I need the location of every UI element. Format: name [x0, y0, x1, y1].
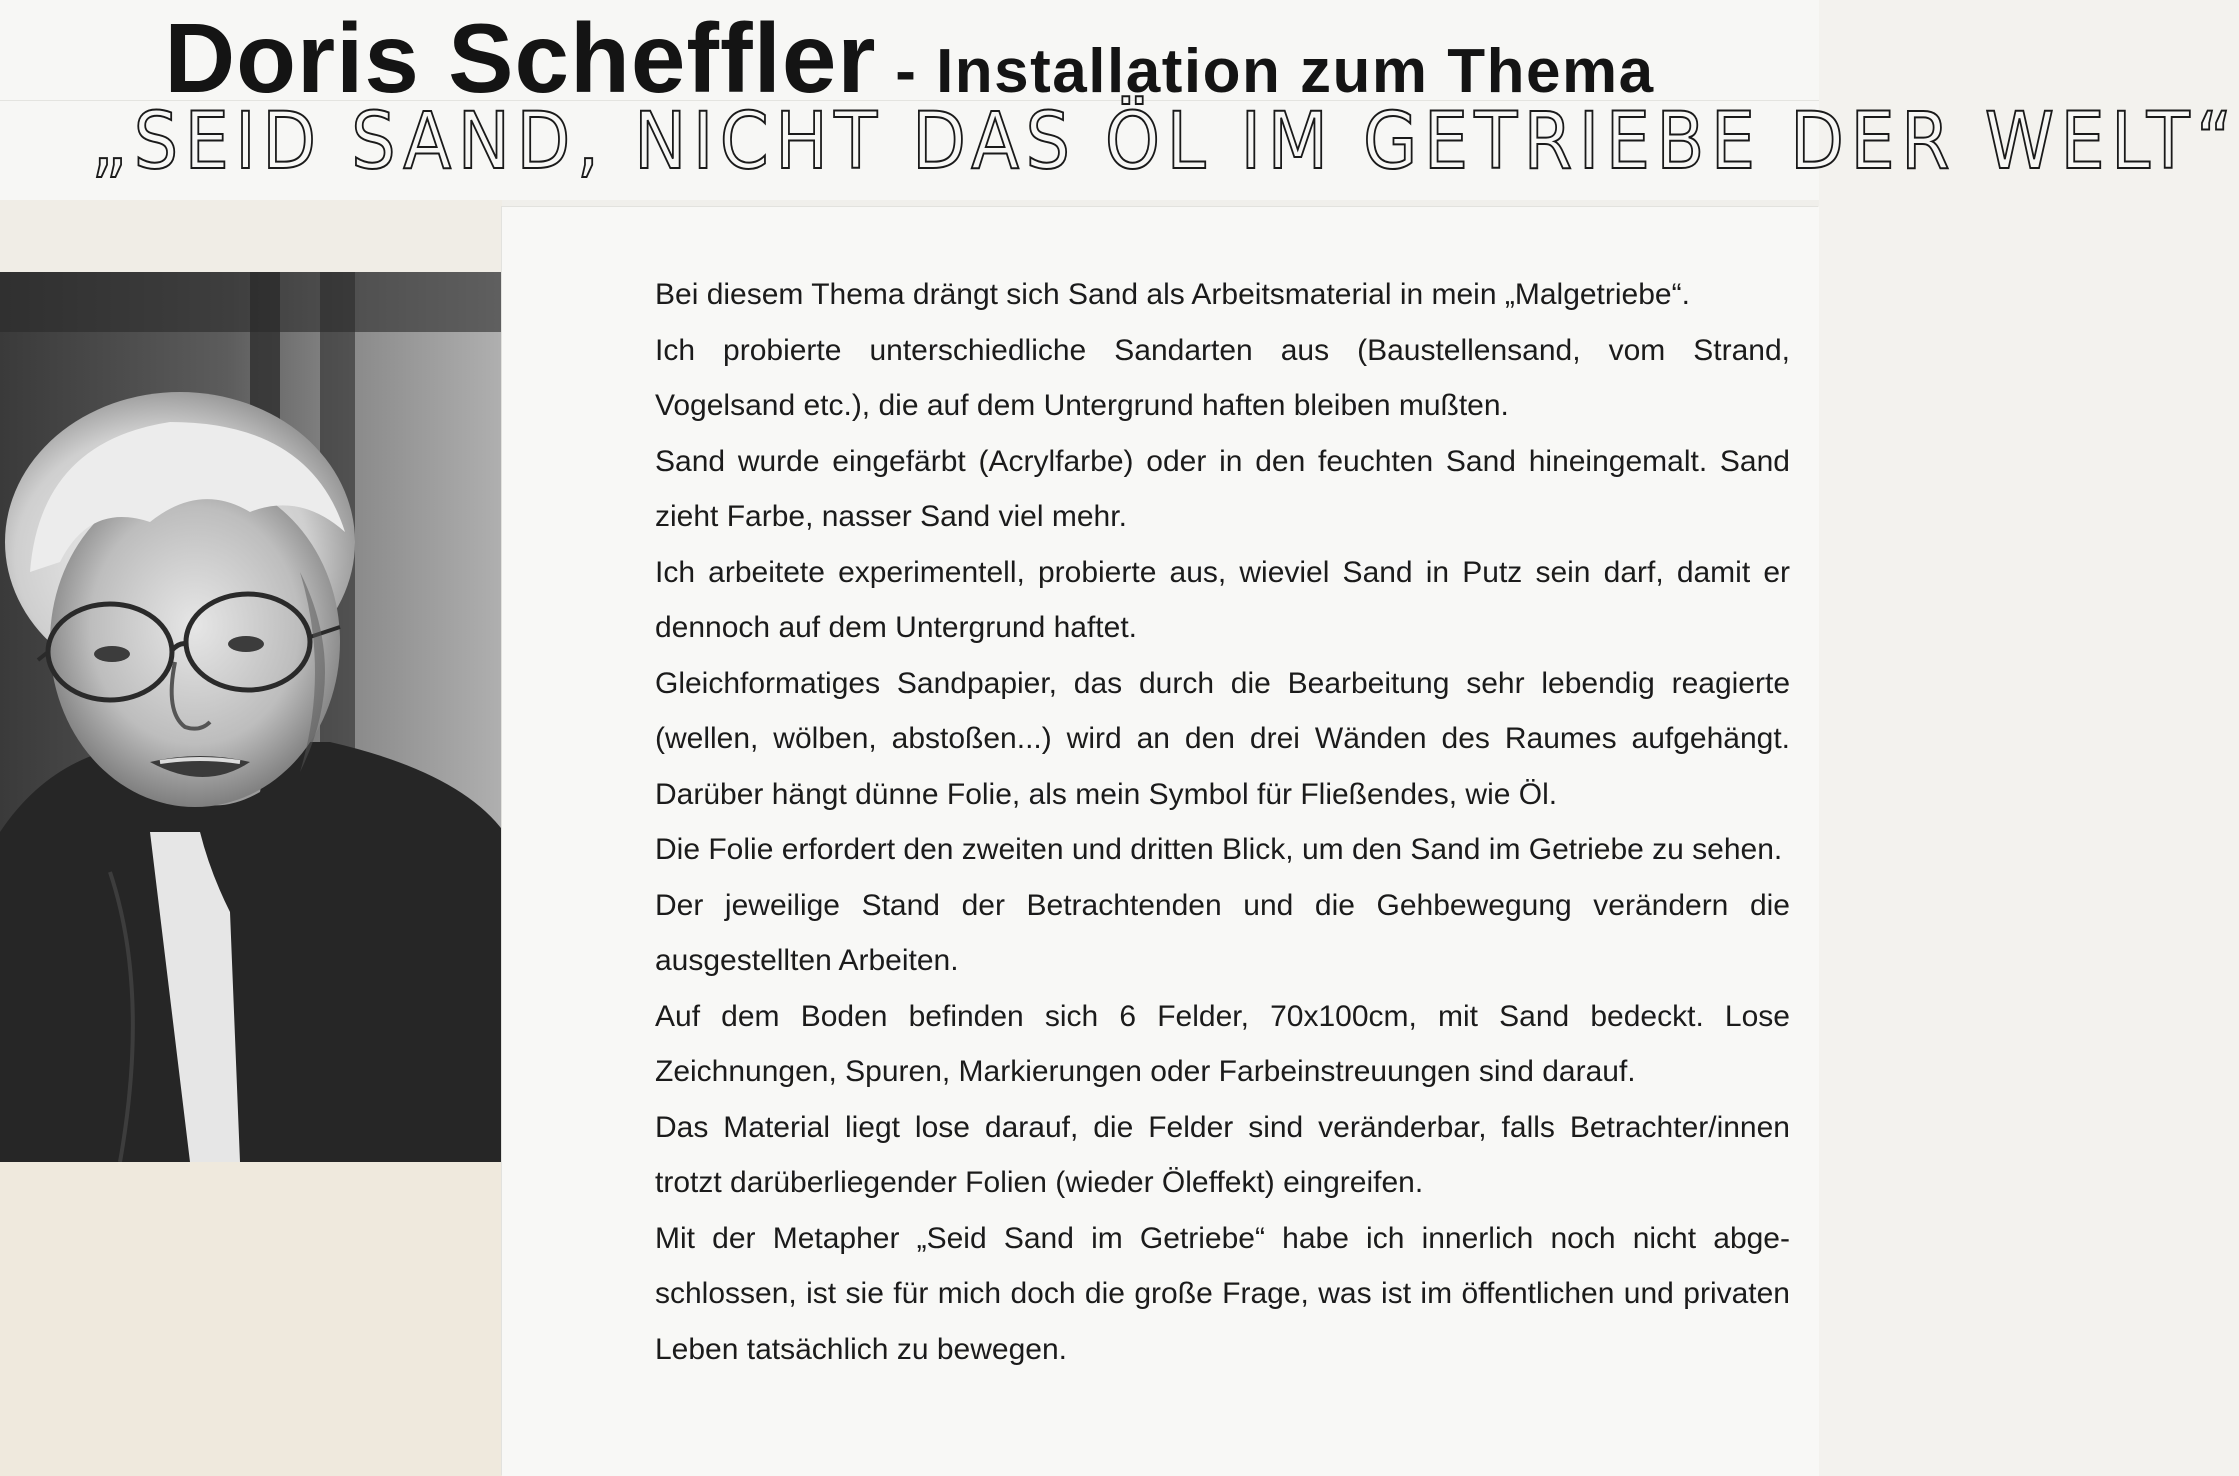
- photo-caption-area: [0, 1162, 505, 1476]
- motto-heading: „SEID SAND, NICHT DAS ÖL IM GETRIEBE DER WELT“: [90, 97, 2239, 187]
- artist-name: Doris Scheffler: [164, 3, 877, 113]
- body-text: [655, 267, 1790, 1377]
- title-subtitle-text: - Installation zum Thema: [895, 37, 1655, 106]
- paragraph-2: Ich probierte unterschiedliche Sandarten aus (Baustellensand, vom Strand, Vogelsand etc.), die auf dem Untergrund haften bleiben mußten.: [655, 333, 1790, 422]
- portrait-photo-graphic: [0, 272, 504, 1162]
- text-panel-edge: [502, 200, 1819, 207]
- paragraph-7: Der jeweilige Stand der Betrachtenden und die Gehbewegung verändern die ausgestellten Arbeiten.: [655, 888, 1790, 977]
- portrait-photo: [0, 272, 504, 1162]
- paragraph-8: Auf dem Boden befinden sich 6 Felder, 70x100cm, mit Sand bedeckt. Lose Zeichnungen, Spuren, Markierungen oder Farbeinstreuungen sind darauf.: [655, 999, 1790, 1088]
- paragraph-1: Bei diesem Thema drängt sich Sand als Arbeitsmaterial in mein „Malgetriebe“.: [655, 278, 1690, 311]
- paragraph-10: Mit der Metapher „Seid Sand im Getriebe“ habe ich innerlich noch nicht abgeschlossen, ist sie für mich doch die große Frage, was ist im öffentlichen und privaten Leben tatsächlich zu bewegen.: [655, 1221, 1790, 1366]
- paragraph-5: Gleichformatiges Sandpapier, das durch die Bearbeitung sehr lebendig reagierte (wellen, wölben, abstoßen...) wird an den drei Wänden des Raumes aufgehängt. Darüber hängt dünne Folie, als mein Symbol für Fließendes, wie Öl.: [655, 666, 1790, 811]
- paragraph-4: Ich arbeitete experimentell, probierte aus, wieviel Sand in Putz sein darf, damit er dennoch auf dem Untergrund haftet.: [655, 555, 1790, 644]
- paragraph-6: Die Folie erfordert den zweiten und dritten Blick, um den Sand im Getriebe zu sehen.: [655, 833, 1783, 866]
- paragraph-9: Das Material liegt lose darauf, die Felder sind veränderbar, falls Betrachter/innen trotzt darüberliegender Folien (wieder Öleffekt) eingreifen.: [655, 1110, 1790, 1199]
- paragraph-3: Sand wurde eingefärbt (Acrylfarbe) oder in den feuchten Sand hineingemalt. Sand zieht Farbe, nasser Sand viel mehr.: [655, 444, 1790, 533]
